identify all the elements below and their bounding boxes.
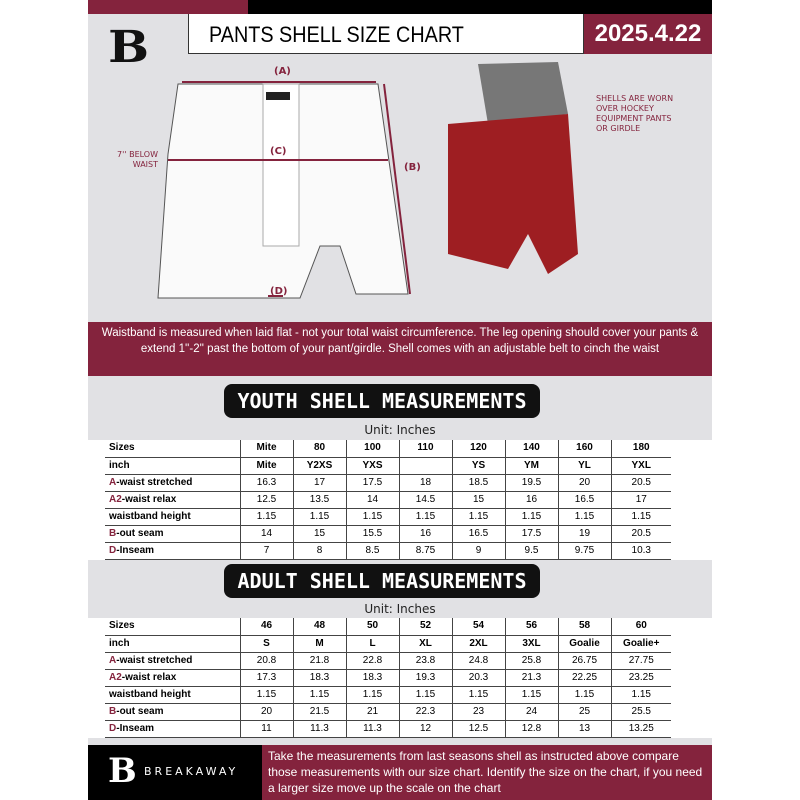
cell-text: -Inseam [116,722,155,734]
cell-text: 17.3 [256,671,277,683]
cell-text: -waist stretched [116,654,193,666]
cell-text: 52 [419,620,432,632]
table-cell [399,457,452,474]
table-cell [346,525,399,542]
table-cell [505,669,558,686]
cell-text: 19.5 [521,476,542,488]
table-cell [452,525,505,542]
table-cell [346,669,399,686]
cell-text: 3XL [522,637,541,649]
table-cell [399,618,452,635]
cell-text: 1.15 [521,510,542,522]
table-cell [452,542,505,559]
cell-text: 8 [316,544,323,556]
cell-text: 11.3 [310,722,329,734]
cell-text: 46 [260,620,273,632]
label-c: (C) [270,146,287,157]
cell-text: 8.75 [415,544,436,556]
size-chart-page [88,0,712,800]
cell-text: 1.15 [631,510,651,522]
table-cell [611,542,671,559]
table-cell [399,542,452,559]
row-label [105,525,240,542]
cell-text: 18.3 [362,671,383,683]
shell-note: SHELLS ARE WORN OVER HOCKEY EQUIPMENT PANTS OR GIRDLE [596,94,674,133]
table-cell [558,720,611,737]
table-cell [346,686,399,703]
table-cell [505,457,558,474]
cell-text: 20 [578,476,591,488]
measure-prefix: B [109,527,117,539]
table-row [105,542,671,559]
table-row [105,635,671,652]
label-b: (B) [404,162,421,173]
cell-text: 24 [525,705,538,717]
cell-text: 1.15 [574,510,595,522]
cell-text: -waist relax [121,671,177,683]
cell-text: 10.3 [631,544,651,556]
table-cell [452,474,505,491]
cell-text: 25 [578,705,591,717]
cell-text: 56 [525,620,538,632]
measure-prefix: B [109,705,117,717]
measure-prefix: A2 [109,671,122,683]
row-label [105,652,240,669]
table-cell [452,508,505,525]
table-cell [346,703,399,720]
cell-text: 1.15 [362,688,383,700]
cell-text: 19.3 [415,671,436,683]
table-cell [240,652,293,669]
table-cell [505,542,558,559]
cell-text: 1.15 [309,510,330,522]
table-cell [505,720,558,737]
cell-text: 20.3 [468,671,489,683]
cell-text: 50 [366,620,379,632]
measure-prefix: D [109,722,117,734]
cell-text: 60 [635,620,647,632]
row-label [105,703,240,720]
row-label [105,669,240,686]
cell-text: 140 [523,442,540,454]
table-cell [240,542,293,559]
table-cell [452,457,505,474]
table-cell [293,457,346,474]
cell-text: 20.8 [256,654,277,666]
cell-text: 48 [313,620,326,632]
cell-text: 20 [260,705,273,717]
table-cell [611,635,671,652]
cell-text: YXS [362,459,383,471]
cell-text: 12.5 [256,493,277,505]
youth-title: YOUTH SHELL MEASUREMENTS [224,384,540,418]
cell-text: waistband height [109,688,191,700]
table-cell [558,457,611,474]
table-cell [558,618,611,635]
table-cell [505,491,558,508]
cell-text: 16.5 [468,527,489,539]
cell-text: 54 [472,620,485,632]
cell-text: 1.15 [574,688,595,700]
table-cell [611,440,671,457]
table-cell [346,491,399,508]
table-cell [346,542,399,559]
cell-text: L [369,637,376,649]
table-cell [346,635,399,652]
cell-text: Goalie+ [623,637,660,649]
cell-text: 9.5 [524,544,539,556]
cell-text: 16 [525,493,538,505]
table-cell [346,440,399,457]
table-cell [399,635,452,652]
cell-text: 1.15 [256,510,277,522]
row-label [105,720,240,737]
cell-text: 1.15 [521,688,542,700]
cell-text: 21.5 [309,705,330,717]
cell-text: 22.25 [571,671,598,683]
diagram-area [88,54,712,322]
table-cell [399,669,452,686]
table-cell [240,491,293,508]
table-cell [611,508,671,525]
table-cell [399,474,452,491]
footer-logo: B [108,751,137,791]
row-label [105,474,240,491]
cell-text: 1.15 [362,510,383,522]
table-row [105,525,671,542]
row-label [105,686,240,703]
table-cell [505,686,558,703]
cell-text: 17.5 [362,476,383,488]
table-cell [346,652,399,669]
table-cell [293,508,346,525]
table-cell [611,474,671,491]
cell-text: waistband height [109,510,191,522]
table-cell [399,652,452,669]
cell-text: M [315,637,324,649]
adult-title: ADULT SHELL MEASUREMENTS [224,564,540,598]
cell-text: 19 [578,527,591,539]
cell-text: 26.75 [571,654,598,666]
cell-text: 7 [263,544,270,556]
table-cell [240,457,293,474]
table-cell [240,720,293,737]
table-cell [240,635,293,652]
cell-text: 11 [261,722,272,734]
cell-text: 23.8 [415,654,436,666]
cell-text: 25.5 [631,705,651,717]
table-cell [505,635,558,652]
cell-text: 12 [419,722,432,734]
table-cell [399,720,452,737]
cell-text: Mite [256,459,277,471]
cell-text: -out seam [116,705,164,717]
cell-text: 110 [417,442,434,454]
cell-text: Goalie [569,637,600,649]
cell-text: 1.15 [468,510,489,522]
cell-text: 18.3 [309,671,330,683]
cell-text: inch [109,637,130,649]
brand-logo: B [108,22,150,73]
cell-text: 12.8 [521,722,542,734]
cell-text: 22.8 [362,654,383,666]
cell-text: 15 [313,527,326,539]
footer [88,745,712,800]
table-cell [293,652,346,669]
cell-text: inch [109,459,130,471]
cell-text: Sizes [109,442,135,454]
table-cell [452,686,505,703]
table-row [105,669,671,686]
cell-text: 1.15 [468,688,489,700]
row-label [105,440,240,457]
cell-text: YXL [631,459,651,471]
measure-prefix: A [109,654,117,666]
cell-text: S [263,637,270,649]
cell-text: 2XL [469,637,488,649]
table-cell [293,618,346,635]
cell-text: 18 [419,476,432,488]
measure-prefix: A [109,476,117,488]
table-cell [452,440,505,457]
table-cell [558,542,611,559]
cell-text: -waist relax [121,493,177,505]
cell-text: 1.15 [415,688,436,700]
table-cell [452,652,505,669]
table-cell [293,474,346,491]
table-cell [611,457,671,474]
cell-text: 17 [635,493,647,505]
table-cell [293,635,346,652]
table-cell [611,491,671,508]
cell-text: 25.8 [521,654,542,666]
row-label [105,457,240,474]
table-cell [505,703,558,720]
cell-text: 8.5 [365,544,380,556]
cell-text: YS [471,459,486,471]
table-cell [505,474,558,491]
table-cell [558,652,611,669]
table-cell [293,703,346,720]
adult-table [88,618,712,738]
cell-text: YL [578,459,591,471]
table-cell [399,686,452,703]
cell-text: 23 [472,705,485,717]
cell-text: 13 [578,722,591,734]
table-cell [611,652,671,669]
table-row [105,491,671,508]
row-label [105,508,240,525]
table-cell [611,686,671,703]
cell-text: 80 [313,442,326,454]
table-row [105,652,671,669]
cell-text: 16 [419,527,432,539]
cell-text: Sizes [109,620,135,632]
c-note: 7'' BELOW WAIST [117,150,158,169]
row-label [105,491,240,508]
table-cell [293,720,346,737]
cell-text: 21.8 [309,654,330,666]
cell-text: YM [524,459,539,471]
table-cell [293,525,346,542]
brand-name: BREAKAWAY [144,765,239,778]
table-cell [611,525,671,542]
cell-text: 160 [576,442,593,454]
table-cell [452,618,505,635]
cell-text: 13.25 [628,722,654,734]
table-cell [558,686,611,703]
row-label [105,635,240,652]
cell-text: 16.5 [574,493,595,505]
table-row [105,474,671,491]
cell-text: 15 [472,493,485,505]
table-cell [346,457,399,474]
table-cell [505,652,558,669]
table-row [105,457,671,474]
table-cell [240,440,293,457]
table-cell [558,491,611,508]
page-title: PANTS SHELL SIZE CHART [209,22,464,47]
measure-prefix: D [109,544,117,556]
cell-text: 21 [366,705,379,717]
table-cell [611,669,671,686]
table-cell [240,703,293,720]
title-box [188,14,584,54]
table-row [105,440,671,457]
table-cell [240,686,293,703]
cell-text: 22.3 [415,705,436,717]
table-cell [346,618,399,635]
table-cell [505,618,558,635]
table-cell [399,703,452,720]
table-cell [452,669,505,686]
table-cell [611,703,671,720]
table-cell [452,635,505,652]
cell-text: 100 [364,442,381,454]
cell-text: -out seam [116,527,164,539]
cell-text: 27.75 [628,654,654,666]
cell-text: 17.5 [521,527,542,539]
table-cell [293,542,346,559]
footer-brand [88,745,262,800]
footer-instructions: Take the measurements from last seasons shell as instructed above compare those measurements with our size chart. Identify the size on the chart, if you need a larger size move up the scale on the chart [268,749,703,795]
cell-text: 1.15 [256,688,277,700]
table-row [105,508,671,525]
cell-text: 13.5 [309,493,330,505]
table-cell [558,669,611,686]
cell-text: 14 [260,527,273,539]
cell-text: 12.5 [468,722,489,734]
cell-text: -Inseam [116,544,155,556]
table-cell [505,440,558,457]
date-badge: 2025.4.22 [584,14,712,54]
cell-text: 120 [470,442,487,454]
table-cell [399,525,452,542]
table-cell [293,491,346,508]
cell-text: 58 [578,620,591,632]
table-row [105,720,671,737]
top-bar [88,0,712,14]
cell-text: Mite [256,442,277,454]
table-cell [452,491,505,508]
cell-text: 1.15 [631,688,651,700]
cell-text: Y2XS [306,459,333,471]
cell-text: 9.75 [574,544,595,556]
cell-text: 16.3 [256,476,277,488]
table-cell [452,703,505,720]
youth-table [88,440,712,560]
table-cell [399,508,452,525]
table-cell [611,720,671,737]
measure-prefix: A2 [109,493,122,505]
cell-text: 14.5 [415,493,436,505]
table-cell [505,525,558,542]
cell-text: 9 [475,544,482,556]
table-cell [399,440,452,457]
table-row [105,618,671,635]
table-cell [505,508,558,525]
table-cell [558,635,611,652]
table-row [105,686,671,703]
table-cell [558,474,611,491]
label-d: (D) [270,286,288,297]
cell-text: 1.15 [309,688,330,700]
cell-text: 15.5 [362,527,383,539]
table-cell [240,474,293,491]
table-cell [611,618,671,635]
table-cell [452,720,505,737]
table-cell [240,525,293,542]
table-cell [558,508,611,525]
table-row [105,703,671,720]
table-cell [346,508,399,525]
cell-text: 14 [366,493,379,505]
cell-text: XL [419,637,432,649]
table-cell [558,703,611,720]
cell-text: 23.25 [628,671,654,683]
youth-unit: Unit: Inches [364,423,436,437]
cell-text: 21.3 [521,671,542,683]
table-cell [240,618,293,635]
table-cell [293,686,346,703]
table-cell [240,508,293,525]
cell-text: 17 [313,476,326,488]
cell-text: 18.5 [468,476,489,488]
cell-text: 180 [632,442,650,454]
cell-text: 24.8 [468,654,489,666]
cell-text: 20.5 [631,476,651,488]
cell-text: 20.5 [631,527,651,539]
cell-text: 11.3 [363,722,382,734]
table-cell [558,525,611,542]
cell-text: 1.15 [415,510,436,522]
table-cell [399,491,452,508]
adult-unit: Unit: Inches [364,602,436,616]
table-cell [293,669,346,686]
table-cell [346,720,399,737]
table-cell [293,440,346,457]
label-a: (A) [274,66,291,77]
table-cell [240,669,293,686]
row-label [105,542,240,559]
row-label [105,618,240,635]
cell-text: -waist stretched [116,476,193,488]
table-cell [346,474,399,491]
measurement-banner: Waistband is measured when laid flat - not your total waist circumference. The leg opening should cover your pants & extend 1''-2'' past the bottom of your pant/girdle. Shell comes with an adjustable belt to cinch the waist [88,322,712,376]
table-cell [558,440,611,457]
